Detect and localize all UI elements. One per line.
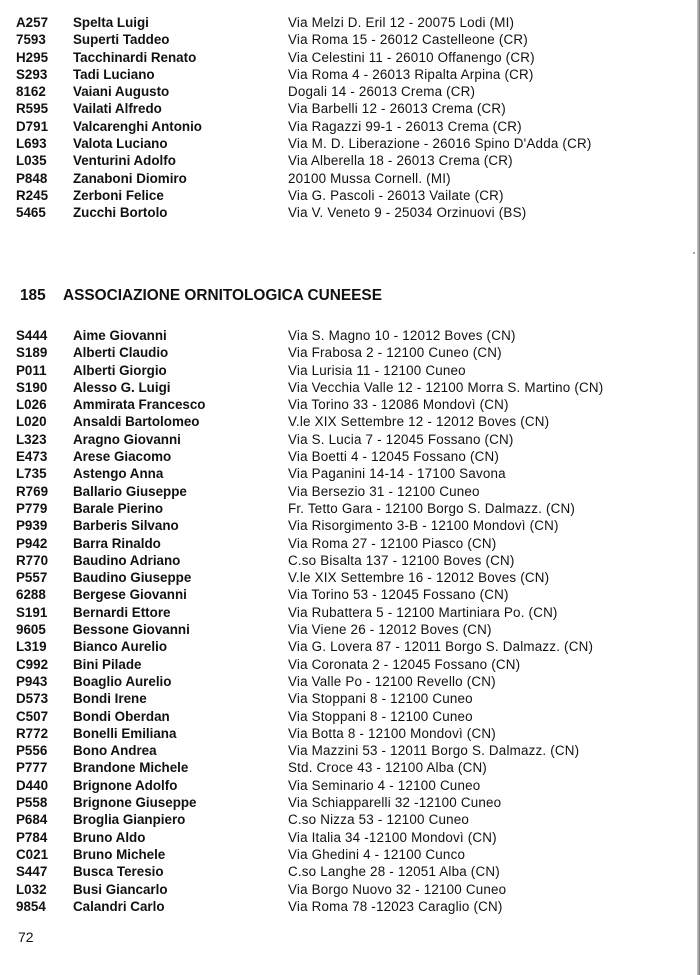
- member-name: Bini Pilade: [73, 656, 142, 672]
- member-row: [0, 759, 700, 776]
- section-heading: [20, 287, 382, 305]
- member-name: Bernardi Ettore: [73, 604, 171, 620]
- member-name: Alberti Giorgio: [73, 362, 167, 378]
- member-address: Std. Croce 43 - 12100 Alba (CN): [288, 760, 487, 776]
- member-code: L020: [16, 414, 47, 430]
- member-address: Via Torino 53 - 12045 Fossano (CN): [288, 587, 509, 603]
- member-row: [0, 829, 700, 846]
- member-row: [0, 725, 700, 742]
- member-code: S190: [16, 379, 48, 395]
- member-name: Bono Andrea: [73, 743, 157, 759]
- member-row: [0, 413, 700, 430]
- member-code: A257: [16, 15, 49, 30]
- member-code: S447: [16, 864, 48, 880]
- member-code: R772: [16, 725, 49, 741]
- member-code: P558: [16, 795, 48, 811]
- member-address: Via Torino 33 - 12086 Mondovì (CN): [288, 397, 509, 413]
- member-row: [0, 31, 700, 48]
- member-row: [0, 204, 700, 221]
- member-address: Via Schiapparelli 32 -12100 Cuneo: [288, 795, 502, 811]
- member-name: Aime Giovanni: [73, 328, 167, 343]
- member-name: Bergese Giovanni: [73, 587, 187, 603]
- member-row: [0, 100, 700, 117]
- member-code: L693: [16, 136, 47, 152]
- member-code: P848: [16, 170, 48, 186]
- member-address: Via Ghedini 4 - 12100 Cunco: [288, 846, 466, 862]
- section-title: ASSOCIAZIONE ORNITOLOGICA CUNEESE: [63, 287, 382, 304]
- member-address: Via S. Magno 10 - 12012 Boves (CN): [288, 328, 516, 343]
- member-list-section-2: [0, 327, 700, 915]
- member-name: Barale Pierino: [73, 500, 164, 516]
- member-name: Brignone Adolfo: [73, 777, 178, 793]
- member-address: Via G. Lovera 87 - 12011 Borgo S. Dalmazz. (CN): [288, 639, 594, 655]
- member-name: Vailati Alfredo: [73, 101, 162, 117]
- member-address: C.so Nizza 53 - 12100 Cuneo: [288, 812, 470, 828]
- member-row: [0, 638, 700, 655]
- member-address: Via Ragazzi 99-1 - 26013 Crema (CR): [288, 118, 522, 134]
- member-address: Via Rubattera 5 - 12100 Martiniara Po. (CN): [288, 604, 558, 620]
- member-code: S189: [16, 345, 48, 361]
- member-address: C.so Bisalta 137 - 12100 Boves (CN): [288, 552, 515, 568]
- member-code: S444: [16, 328, 48, 343]
- member-address: Via Celestini 11 - 26010 Offanengo (CR): [288, 49, 535, 65]
- member-code: 6288: [16, 587, 46, 603]
- member-row: [0, 811, 700, 828]
- member-address: Via Roma 4 - 26013 Ripalta Arpina (CR): [288, 66, 534, 82]
- member-row: [0, 656, 700, 673]
- member-row: [0, 170, 700, 187]
- member-address: Via Risorgimento 3-B - 12100 Mondovì (CN): [288, 518, 559, 534]
- member-name: Alesso G. Luigi: [73, 379, 171, 395]
- member-row: [0, 552, 700, 569]
- member-address: Via Viene 26 - 12012 Boves (CN): [288, 622, 492, 638]
- member-code: P942: [16, 535, 48, 551]
- member-row: [0, 673, 700, 690]
- member-name: Bondi Irene: [73, 691, 147, 707]
- member-list-section-1: [0, 14, 700, 222]
- member-address: Via Lurisia 11 - 12100 Cuneo: [288, 362, 466, 378]
- member-address: Via V. Veneto 9 - 25034 Orzinuovi (BS): [288, 205, 527, 221]
- member-name: Brandone Michele: [73, 760, 189, 776]
- member-row: [0, 863, 700, 880]
- member-address: C.so Langhe 28 - 12051 Alba (CN): [288, 864, 500, 880]
- member-name: Ammirata Francesco: [73, 397, 206, 413]
- member-name: Busca Teresio: [73, 864, 164, 880]
- member-code: S293: [16, 66, 48, 82]
- member-name: Ansaldi Bartolomeo: [73, 414, 200, 430]
- member-name: Bruno Aldo: [73, 829, 146, 845]
- member-code: P557: [16, 570, 48, 586]
- member-address: Via Stoppani 8 - 12100 Cuneo: [288, 691, 473, 707]
- member-row: [0, 327, 700, 344]
- member-row: [0, 621, 700, 638]
- member-address: V.le XIX Settembre 12 - 12012 Boves (CN): [288, 414, 550, 430]
- member-code: 9605: [16, 622, 46, 638]
- member-code: C021: [16, 846, 49, 862]
- member-row: [0, 569, 700, 586]
- member-name: Tacchinardi Renato: [73, 49, 197, 65]
- member-row: [0, 535, 700, 552]
- scan-speck: [693, 252, 695, 254]
- member-address: Via Italia 34 -12100 Mondovì (CN): [288, 829, 497, 845]
- member-row: [0, 362, 700, 379]
- member-code: P011: [16, 362, 47, 378]
- member-name: Baudino Giuseppe: [73, 570, 192, 586]
- member-address: 20100 Mussa Cornell. (MI): [288, 170, 451, 186]
- member-row: [0, 431, 700, 448]
- member-address: Via Botta 8 - 12100 Mondovì (CN): [288, 725, 496, 741]
- member-row: [0, 881, 700, 898]
- member-name: Calandri Carlo: [73, 898, 165, 914]
- member-row: [0, 500, 700, 517]
- member-code: L319: [16, 639, 47, 655]
- member-code: 7593: [16, 32, 46, 48]
- member-code: L035: [16, 153, 47, 169]
- member-address: Via Stoppani 8 - 12100 Cuneo: [288, 708, 473, 724]
- member-name: Brignone Giuseppe: [73, 795, 197, 811]
- member-address: Dogali 14 - 26013 Crema (CR): [288, 84, 476, 100]
- member-address: Via Frabosa 2 - 12100 Cuneo (CN): [288, 345, 502, 361]
- member-address: Via Borgo Nuovo 32 - 12100 Cuneo: [288, 881, 507, 897]
- member-name: Tadi Luciano: [73, 66, 155, 82]
- member-code: C507: [16, 708, 49, 724]
- member-row: [0, 690, 700, 707]
- member-address: Via Bersezio 31 - 12100 Cuneo: [288, 483, 480, 499]
- member-row: [0, 898, 700, 915]
- member-code: L026: [16, 397, 47, 413]
- member-row: [0, 742, 700, 759]
- section-number: 185: [20, 287, 46, 304]
- member-row: [0, 344, 700, 361]
- member-name: Zucchi Bortolo: [73, 205, 168, 221]
- member-row: [0, 448, 700, 465]
- member-code: P943: [16, 673, 48, 689]
- member-code: L735: [16, 466, 47, 482]
- member-code: D440: [16, 777, 49, 793]
- member-address: Via Roma 78 -12023 Caraglio (CN): [288, 898, 503, 914]
- member-address: Via S. Lucia 7 - 12045 Fossano (CN): [288, 431, 514, 447]
- member-code: D791: [16, 118, 49, 134]
- member-address: Via Melzi D. Eril 12 - 20075 Lodi (MI): [288, 15, 515, 30]
- member-row: [0, 83, 700, 100]
- member-name: Bonelli Emiliana: [73, 725, 177, 741]
- member-address: Via Mazzini 53 - 12011 Borgo S. Dalmazz. (CN): [288, 743, 580, 759]
- member-address: Via Vecchia Valle 12 - 12100 Morra S. Martino (CN): [288, 379, 604, 395]
- member-code: E473: [16, 449, 48, 465]
- member-name: Bondi Oberdan: [73, 708, 170, 724]
- member-address: Via Paganini 14-14 - 17100 Savona: [288, 466, 506, 482]
- member-name: Alberti Claudio: [73, 345, 169, 361]
- member-name: Aragno Giovanni: [73, 431, 181, 447]
- member-row: [0, 49, 700, 66]
- member-name: Venturini Adolfo: [73, 153, 176, 169]
- member-address: Via Barbelli 12 - 26013 Crema (CR): [288, 101, 506, 117]
- member-address: Via Alberella 18 - 26013 Crema (CR): [288, 153, 513, 169]
- member-name: Spelta Luigi: [73, 15, 149, 30]
- member-code: 8162: [16, 84, 46, 100]
- member-row: [0, 586, 700, 603]
- member-code: C992: [16, 656, 49, 672]
- member-address: Via G. Pascoli - 26013 Vailate (CR): [288, 187, 504, 203]
- member-name: Astengo Anna: [73, 466, 164, 482]
- member-address: Via Roma 15 - 26012 Castelleone (CR): [288, 32, 528, 48]
- member-address: Via Coronata 2 - 12045 Fossano (CN): [288, 656, 521, 672]
- member-row: [0, 152, 700, 169]
- member-address: V.le XIX Settembre 16 - 12012 Boves (CN): [288, 570, 550, 586]
- member-name: Zanaboni Diomiro: [73, 170, 187, 186]
- member-code: P784: [16, 829, 48, 845]
- member-code: S191: [16, 604, 48, 620]
- member-row: [0, 846, 700, 863]
- member-name: Bianco Aurelio: [73, 639, 167, 655]
- member-code: 9854: [16, 898, 46, 914]
- member-address: Via Boetti 4 - 12045 Fossano (CN): [288, 449, 500, 465]
- member-code: P777: [16, 760, 48, 776]
- member-code: P556: [16, 743, 48, 759]
- member-name: Zerboni Felice: [73, 187, 164, 203]
- member-code: L323: [16, 431, 47, 447]
- member-row: [0, 777, 700, 794]
- member-code: 5465: [16, 205, 46, 221]
- member-code: H295: [16, 49, 49, 65]
- member-name: Bruno Michele: [73, 846, 166, 862]
- member-code: L032: [16, 881, 47, 897]
- member-row: [0, 66, 700, 83]
- member-name: Barberis Silvano: [73, 518, 179, 534]
- member-address: Via M. D. Liberazione - 26016 Spino D'Adda (CR): [288, 136, 592, 152]
- member-address: Via Valle Po - 12100 Revello (CN): [288, 673, 496, 689]
- member-row: [0, 187, 700, 204]
- member-address: Via Roma 27 - 12100 Piasco (CN): [288, 535, 497, 551]
- member-code: P684: [16, 812, 48, 828]
- member-name: Bessone Giovanni: [73, 622, 190, 638]
- member-code: P939: [16, 518, 48, 534]
- page-number: 72: [18, 929, 34, 945]
- member-row: [0, 604, 700, 621]
- member-row: [0, 14, 700, 31]
- member-row: [0, 483, 700, 500]
- member-code: R595: [16, 101, 49, 117]
- member-name: Valota Luciano: [73, 136, 168, 152]
- member-name: Barra Rinaldo: [73, 535, 161, 551]
- member-row: [0, 708, 700, 725]
- member-code: R245: [16, 187, 49, 203]
- member-address: Fr. Tetto Gara - 12100 Borgo S. Dalmazz. (CN): [288, 500, 576, 516]
- member-name: Broglia Gianpiero: [73, 812, 186, 828]
- member-name: Busi Giancarlo: [73, 881, 168, 897]
- member-row: [0, 517, 700, 534]
- member-name: Valcarenghi Antonio: [73, 118, 202, 134]
- member-row: [0, 794, 700, 811]
- member-name: Baudino Adriano: [73, 552, 181, 568]
- member-name: Superti Taddeo: [73, 32, 170, 48]
- member-name: Ballario Giuseppe: [73, 483, 187, 499]
- member-row: [0, 465, 700, 482]
- member-name: Arese Giacomo: [73, 449, 172, 465]
- member-row: [0, 396, 700, 413]
- member-address: Via Seminario 4 - 12100 Cuneo: [288, 777, 481, 793]
- member-code: R769: [16, 483, 49, 499]
- member-row: [0, 135, 700, 152]
- member-name: Boaglio Aurelio: [73, 673, 172, 689]
- member-code: R770: [16, 552, 49, 568]
- member-code: P779: [16, 500, 48, 516]
- member-row: [0, 118, 700, 135]
- member-row: [0, 379, 700, 396]
- member-name: Vaiani Augusto: [73, 84, 170, 100]
- member-code: D573: [16, 691, 49, 707]
